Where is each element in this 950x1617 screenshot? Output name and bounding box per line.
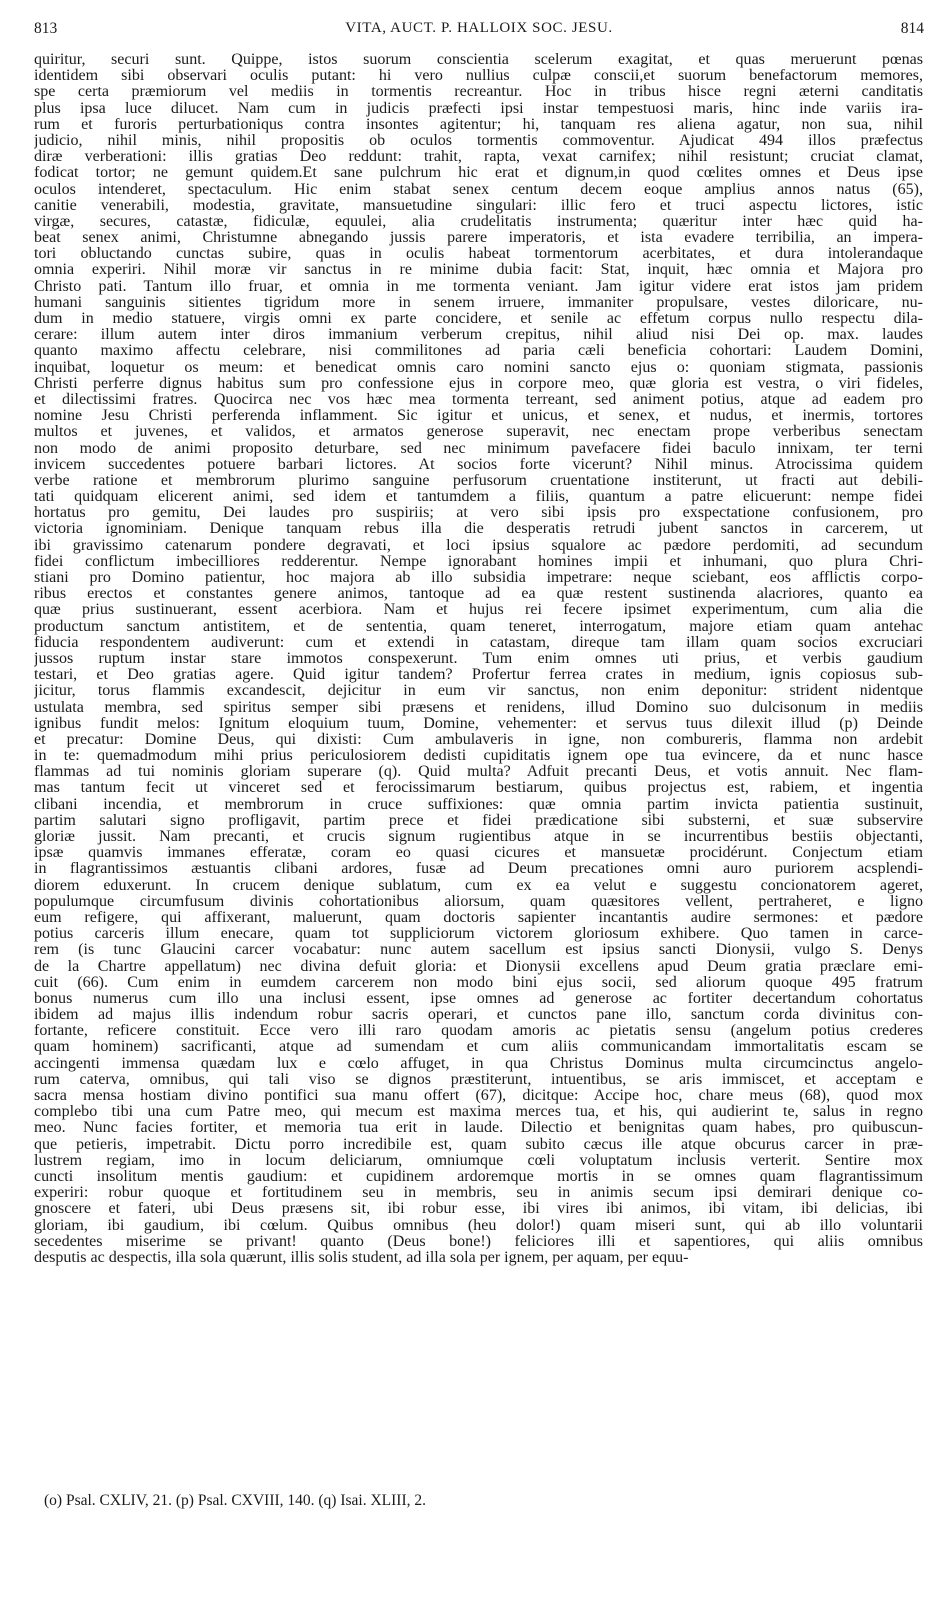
body-text — [34, 52, 923, 1482]
footnotes: (o) Psal. CXLIV, 21. (p) Psal. CXVIII, 140. (q) Isai. XLIII, 2. — [44, 1492, 426, 1509]
text-line: humani sanguinis sitientes tigridum more in senem irruere, immaniter propulsare, vestes diloricare, nu- — [34, 293, 923, 311]
text-line: de la Chartre appellatum) nec divina defuit gloria: et Dionysii excellens apud Deum gratia præclare emi- — [34, 957, 923, 975]
text-line: virgæ, secures, catastæ, fidiculæ, equulei, alia crudelitatis instrumenta; quæritur inter hæc quid ha- — [34, 212, 923, 230]
text-line: omnia experiri. Nihil moræ vir sanctus in re minime dubia facit: Stat, inquit, hæc omnia et Majora pro — [34, 261, 923, 279]
text-line: Christo pati. Tantum illo fruar, et omnia in me tormenta veniant. Jam igitur videre erat istos jam pridem — [34, 277, 923, 295]
text-line: tati quidquam elicerent animi, sed idem et tantumdem a filiis, quantum a patre elicuerunt: nempe fidei — [34, 488, 923, 506]
text-line: testari, et Deo gratias agere. Quid igitur tandem? Profertur ferrea crates in medium, ignis copiosus sub- — [34, 666, 923, 684]
text-line: clibani incendia, et membrorum in cruce suffixiones: quæ omnia partim invicta patientia sustinuit, — [34, 795, 923, 813]
text-line: ignibus fundit melos: Ignitum eloquium tuum, Domine, vehementer: et servus tuus dilexit illud (p) Deinde — [34, 714, 923, 732]
text-line: eum refigere, qui affixerant, maluerunt, quam doctoris sapienter incantantis audire sermones: et pædore — [34, 908, 923, 926]
text-line: diorem eduxerunt. In crucem denique sublatum, cum ex ea velut e suggestu concionatorem ageret, — [34, 876, 923, 894]
text-line: et precatur: Domine Deus, qui dixisti: Cum ambulaveris in igne, non combureris, flamma non ardebit — [34, 730, 923, 748]
text-line: gnoscere et fateri, ubi Deus præsens sit, ibi robur esse, ibi vires ibi animos, ibi vitam, ibi delicias, ibi — [34, 1200, 923, 1218]
text-line: gloriæ jussit. Nam precanti, et crucis signum rugientibus atque in se incurrentibus bestiis objectanti, — [34, 828, 923, 845]
text-line: experiri: robur quoque et fortitudinem seu in membris, seu in animis secum ipsi demirari denique co- — [34, 1184, 923, 1202]
text-line: identidem sibi observari oculis putant: hi vero nullius culpæ conscii,et suorum benefactorum memores, — [34, 67, 923, 85]
text-line: fidei conflictum imbecilliores redderentur. Nempe ignorabant homines impii et inhumani, quo plura Chri- — [34, 552, 923, 570]
text-line: mas tantum fecit ut vinceret sed et ferocissimarum bestiarum, quibus projectus est, rabiem, et ingentia — [34, 779, 923, 797]
text-line: potius carceris illum enecare, quam tot suppliciorum victorem gloriosum exhibere. Quo tamen in carce- — [34, 925, 923, 943]
text-line: ribus erectos et constantes genere animos, tantoque ad ea quæ restent sustinenda alacriores, quanto ea — [34, 585, 923, 603]
text-line: dum in medio statuere, virgis omni ex parte concidere, et senile ac effetum corpus nullo respectu dila- — [34, 310, 923, 327]
text-line: que petieris, impetrabit. Dictu porro incredibile est, quam subito cæcus ille atque obcurus carcer in præ- — [34, 1135, 923, 1153]
text-line: jicitur, torus flammis excandescit, dejicitur in eum vir sanctus, non enim deponitur: strident nidentque — [34, 682, 923, 700]
text-line: non modo de animi proposito deturbare, sed nec minimum pavefacere fidei baculo innixam, ter terni — [34, 439, 923, 457]
text-line: beat senex animi, Christumne abnegando jussis parere imperatoris, et ista evadere terribilia, an impera- — [34, 229, 923, 247]
text-line: invicem succedentes potuere barbari lictores. At socios forte vicerunt? Nihil minus. Atrocissima quidem — [34, 455, 923, 473]
text-line: complebo tibi una cum Patre meo, qui mecum est maxima merces tua, et his, qui audierint te, salus in regno — [34, 1103, 923, 1121]
text-line: quiritur, securi sunt. Quippe, istos suorum conscientia scelerum exagitat, et quas meruerunt pœnas — [34, 52, 923, 68]
running-header — [34, 20, 924, 44]
text-line: fortante, reficere constituit. Ecce vero illi raro quodam amoris ac pietatis sensu (angelum potius crederes — [34, 1022, 923, 1040]
text-line: bonus numerus cum illo una inclusi essent, ipse omnes ad generose ac fortiter decertandum cohortatus — [34, 989, 923, 1007]
text-line: stiani pro Domino patientur, hoc majora ab illo subsidia impetrare: neque sciebant, eos afflictis corpo- — [34, 569, 923, 586]
text-line: quanto maximo affectu celebrare, nisi commilitones ad paria cæli beneficia cohortari: Laudem Domini, — [34, 342, 923, 360]
text-line: secedentes miserime se privant! quanto (Deus bone!) feliciores illi et sapentiores, qui aliis omnibus — [34, 1232, 923, 1250]
text-line: desputis ac despectis, illa sola quærunt, illis solis student, ad illa sola per ignem, per aquam, per equu- — [34, 1248, 689, 1266]
text-line: ibidem ad majus illis indendum robur sacris operari, et cunctos pane illo, sanctum corda divinitus con- — [34, 1006, 923, 1024]
text-line: fodicat tortor; ne gemunt quidem.Et sane pulchrum hic erat et dignum,in quod cœlites omnes et Deus ipse — [34, 164, 923, 182]
right-page-number: 814 — [900, 20, 924, 37]
text-line: in flagrantissimos æstuantis clibani ardores, fusæ ad Deum precationes omni auro puriorem acsplendi- — [34, 860, 923, 878]
text-line: nomine Jesu Christi perferenda inflamment. Sic igitur et unicus, et senex, et nudus, et inermis, tortores — [34, 407, 923, 425]
text-line: spe certa præmiorum vel mediis in tormentis recreantur. Hoc in tribus hisce regni æterni canditatis — [34, 83, 923, 101]
text-line: Christi perferre dignus habitus sum pro confessione ejus in corpore meo, quæ gloria est vestra, o viri fideles, — [34, 374, 923, 392]
text-line: fiducia respondentem audiverunt: cum et extendi in catastam, direque tam illam quam socios excruciari — [34, 633, 923, 651]
text-line: inquibat, loquetur os meum: et benedicat omnis caro nomini sancto ejus o: quoniam stigmata, passionis — [34, 358, 923, 376]
text-line: jussos ruptum instar stare immotos conspexerunt. Tum enim omnes uti prius, et verbis gaudium — [34, 649, 923, 667]
text-line: flammas ad tui nominis gloriam superare (q). Quid multa? Adfuit precanti Deus, et votis annuit. Nec flam- — [34, 763, 923, 781]
text-line: judicio, nihil minis, nihil propositis ob oculos tormentis commoventur. Ajudicat 494 illos præfectus — [34, 131, 923, 149]
left-page-number: 813 — [34, 20, 58, 37]
text-line: rum caterva, omnibus, qui tali viso se dignos præstiterunt, intuentibus, se aris immiscet, et acceptam e — [34, 1070, 923, 1088]
text-line: rum et furoris perturbationiqus contra insontes agitentur; hi, tanquam res aliena agatur, non sua, nihil — [34, 115, 923, 133]
text-line: et dilectissimi fratres. Quocirca nec vos hæc mea tormenta terreant, sed animent potius, atque ad eadem pro — [34, 390, 923, 408]
text-line: rem (is tunc Glaucini carcer vocabatur: nunc autem sacellum est ipsius sancti Dionysii, vulgo S. Denys — [34, 941, 923, 959]
text-line: quam hominem) sacrificanti, atque ad sumendam et cum aliis communicandam immortalitatis escam se — [34, 1038, 923, 1056]
text-line: quæ prius sustinuerant, essent acerbiora. Nam et hujus rei fecere ipsimet experimentum, cum alia die — [34, 601, 923, 619]
text-line: tori obluctando cunctas subire, quas in oculis habeat tormentorum acerbitates, et dura intolerandaque — [34, 245, 923, 263]
text-line: canitie venerabili, modestia, gravitate, mansuetudine singulari: illic fero et truci aspectu lictores, istic — [34, 196, 923, 214]
text-line: lustrem regiam, imo in locum deliciarum, omniumque cœli voluptatum inclusis verterit. Sentire mox — [34, 1151, 923, 1169]
text-line: sacra mensa hostiam divino pontifici sua manu offert (67), dicitque: Accipe hoc, chare meus (68), quod mox — [34, 1087, 923, 1104]
text-line: diræ verberationi: illis gratias Deo reddunt: trahit, rapta, vexat carnifex; nihil resistunt; cruciat clamat, — [34, 148, 923, 166]
text-line: cuncti insolitum mentis gaudium: et cupidinem ardoremque mortis in se omnes quam flagrantissimum — [34, 1167, 923, 1185]
text-line: gloriam, ibi gaudium, ibi cœlum. Quibus omnibus (heu dolor!) quam miseri sunt, qui ab illo voluntarii — [34, 1216, 923, 1234]
text-line: cerare: illum autem inter diros immanium verberum crepitus, nihil aliud nisi Dei op. max. laudes — [34, 326, 923, 344]
running-title: VITA, AUCT. P. HALLOIX SOC. JESU. — [345, 20, 613, 36]
text-line: meo. Nunc facies fortiter, et memoria tua erit in laude. Dilectio et benignitas quam habes, pro quibuscun- — [34, 1119, 923, 1137]
text-line: verbe ratione et membrorum plurimo sanguine perfusorum cruentatione institerunt, ut fracti aut debili- — [34, 471, 923, 489]
text-line: in te: quemadmodum mihi prius periculosiorem dedisti cupiditatis ignem ope tua evincere, da et nunc hasce — [34, 747, 923, 765]
text-line: multos et juvenes, et validos, et armatos generose superavit, nec enectam prope verberibus senectam — [34, 423, 923, 441]
text-line: partim salutari signo profligavit, partim prece et fidei prædicatione sibi substerni, et suæ subservire — [34, 811, 923, 829]
text-line: productum sanctum antistitem, et de sententia, quam teneret, interrogatum, majore etiam quam antehac — [34, 617, 923, 635]
text-line: ustulata membra, sed spiritus semper sibi præsens et renidens, illud Domino suo dulcisonum in mediis — [34, 698, 923, 716]
text-line: populumque circumfusum divinis cohortationibus aliorsum, quam quæsitores vellent, pertraheret, e ligno — [34, 892, 923, 910]
text-line: hortatus pro gemitu, Dei laudes pro suspiriis; at vero sibi ipsis pro exspectatione confusionem, pro — [34, 504, 923, 522]
text-line: plus ipsa luce dilucet. Nam cum in judicis præfecti ipsi instar tempestuosi maris, hinc inde variis ira- — [34, 99, 923, 117]
text-line: cuit (66). Cum enim in eumdem carcerem non modo bini ejus socii, sed aliorum quoque 495 fratrum — [34, 973, 923, 991]
text-line: ipsæ quamvis immanes efferatæ, coram eo quasi cicures et mansuetæ procidérunt. Conjectum etiam — [34, 844, 923, 862]
text-line: victoria ignominiam. Denique tanquam rebus illa die desperatis retrudi jubent sanctos in carcerem, ut — [34, 520, 923, 538]
text-line: ibi gravissimo catenarum pondere degravati, et loci ipsius squalore ac pædore perdomiti, ad secundum — [34, 536, 923, 554]
text-line: accingenti immensa quædam lux e cœlo affuget, in qua Christus Dominus multa circumcinctus angelo- — [34, 1054, 923, 1072]
text-line: oculos intenderet, spectaculum. Hic enim stabat senex centum decem eoque amplius annos natus (65), — [34, 180, 923, 198]
